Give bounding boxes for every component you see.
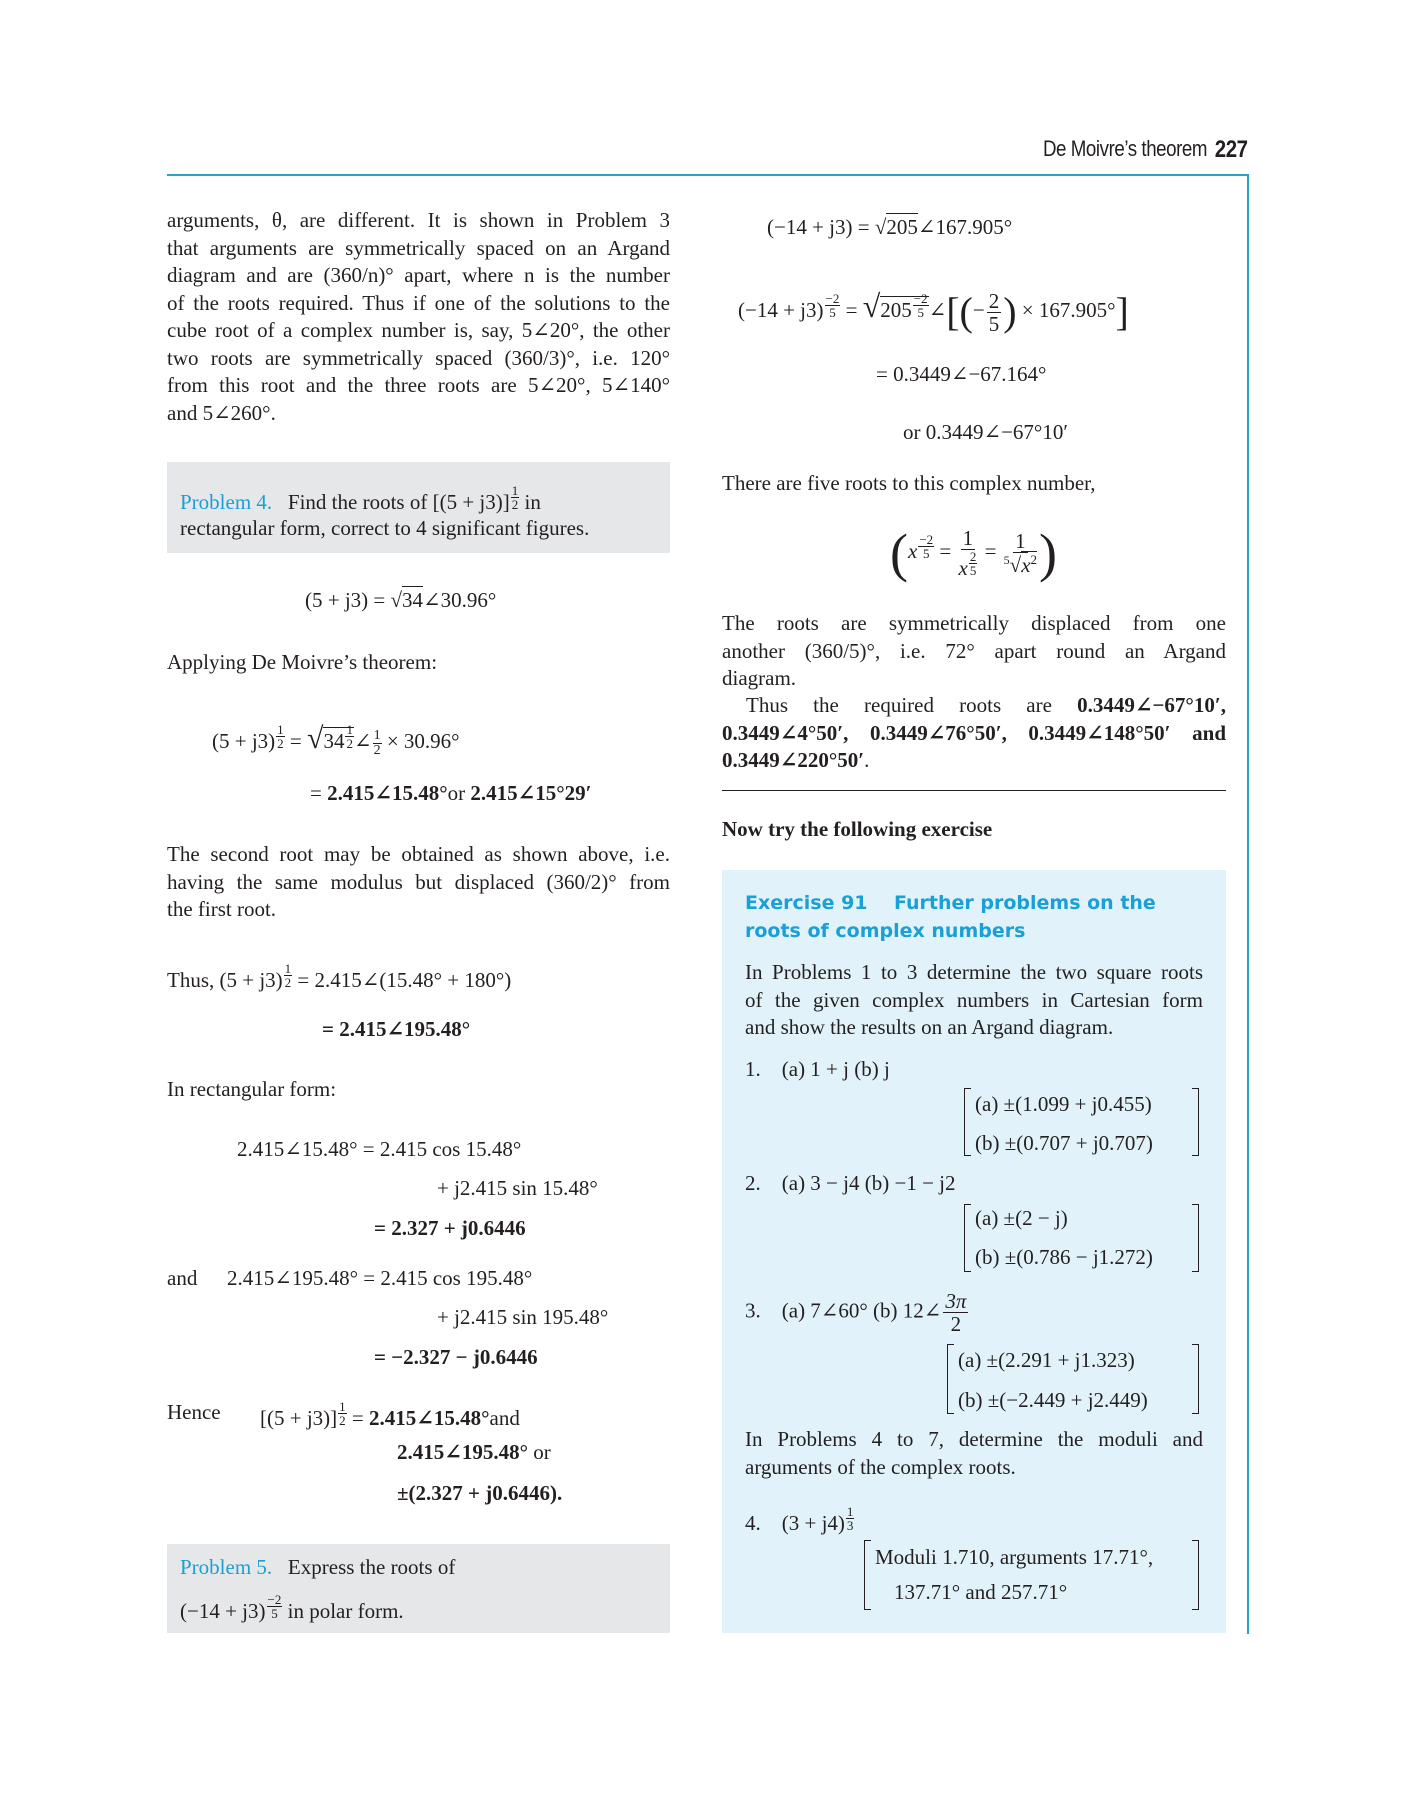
text-line: from this root and the three roots are 5∠20°, 5∠140° xyxy=(167,373,670,397)
rect-eq-1: 2.415∠15.48° = 2.415 cos 15.48° xyxy=(237,1137,522,1161)
text-line: In Problems 4 to 7, determine the moduli and xyxy=(745,1427,1203,1451)
answer-bracket-right xyxy=(1192,1204,1199,1272)
text-line: In Problems 1 to 3 determine the two square roots xyxy=(745,960,1203,984)
answer-bracket-left xyxy=(964,1204,971,1272)
negative-exponent-identity: (x $\frac{-2}{5}$ = 1 x $\frac{2}{5}$ = $\frac{1}{^5√x^2}$ ) xyxy=(890,523,1058,583)
text-line: The roots are symmetrically displaced from one xyxy=(722,611,1226,635)
text-line: arguments, θ, are different. It is shown in Problem 3 xyxy=(167,208,670,232)
text-line: and show the results on an Argand diagram. xyxy=(745,1015,1114,1039)
and-label: and xyxy=(167,1266,198,1290)
equation-de-moivre: (5 + j3) $\frac{1}{2}$ = √34 $\frac{1}{2}$ ∠ $\frac{1}{2}$ × 30.96° xyxy=(212,722,460,758)
text-line: two roots are symmetrically spaced (360/3)°, i.e. 120° xyxy=(167,345,670,370)
answer-bracket-left xyxy=(964,1088,971,1156)
equation-first-root: = 2.415∠15.48°or 2.415∠15°29′ xyxy=(310,781,592,805)
page-number: 227 xyxy=(1215,136,1248,163)
applying-text: Applying De Moivre’s theorem: xyxy=(167,650,438,674)
answer-4a: Moduli 1.710, arguments 17.71°, xyxy=(875,1545,1154,1569)
text-line: diagram and are (360/n)° apart, where n is the number xyxy=(167,263,670,287)
text-line: arguments of the complex roots. xyxy=(745,1454,1016,1479)
problem-5-line1: Problem 5. Express the roots of xyxy=(180,1555,456,1579)
exercise-item-1: 1. (a) 1 + j (b) j xyxy=(745,1057,890,1081)
problem-5-label: Problem 5. xyxy=(180,1555,273,1579)
rect-eq-2b: + j2.415 sin 195.48° xyxy=(437,1305,609,1329)
hence-eq-3: ±(2.327 + j0.6446). xyxy=(397,1481,563,1505)
answer-bracket-left xyxy=(864,1540,871,1610)
text-line: Thus the required roots are 0.3449∠−67°10′, xyxy=(746,693,1226,717)
text-line: cube root of a complex number is, say, 5∠20°, the other xyxy=(167,318,670,342)
intro-paragraph xyxy=(167,207,670,427)
text-line: another (360/5)°, i.e. 72° apart round an Argand xyxy=(722,638,1226,663)
required-roots-paragraph xyxy=(722,692,1226,775)
right-eq-4: or 0.3449∠−67°10′ xyxy=(903,420,1068,444)
rect-eq-2: 2.415∠195.48° = 2.415 cos 195.48° xyxy=(227,1266,533,1290)
exercise-title-line2: roots of complex numbers xyxy=(745,920,1026,942)
answer-1b: (b) ±(0.707 + j0.707) xyxy=(975,1131,1153,1155)
header-rule xyxy=(167,174,1249,176)
hence-label: Hence xyxy=(167,1400,221,1424)
answer-bracket-right xyxy=(1192,1088,1199,1156)
text-line: diagram. xyxy=(722,666,797,690)
exercise-item-4: 4. (3 + j4) $\frac{1}{3}$ xyxy=(745,1504,854,1535)
text-line: 0.3449∠4°50′, 0.3449∠76°50′, 0.3449∠148°50′ and xyxy=(722,720,1226,745)
symmetric-paragraph xyxy=(722,610,1226,693)
right-eq-3: = 0.3449∠−67.164° xyxy=(876,362,1047,386)
text-line: that arguments are symmetrically spaced on an Argand xyxy=(167,235,670,260)
right-margin-rule xyxy=(1247,174,1249,1634)
answer-bracket-right xyxy=(1192,1344,1199,1414)
rect-eq-1b: + j2.415 sin 15.48° xyxy=(437,1176,598,1200)
rectangular-label: In rectangular form: xyxy=(167,1077,337,1101)
hence-eq: [(5 + j3)] $\frac{1}{2}$ = 2.415∠15.48°and xyxy=(260,1399,520,1430)
now-try-heading: Now try the following exercise xyxy=(722,817,993,841)
answer-bracket-left xyxy=(947,1344,954,1414)
problem-4-label: Problem 4. xyxy=(180,490,273,514)
exercise-item-2: 2. (a) 3 − j4 (b) −1 − j2 xyxy=(745,1171,956,1195)
text-line: The second root may be obtained as shown above, i.e. xyxy=(167,842,670,866)
right-eq-1: (−14 + j3) = √205∠167.905° xyxy=(767,215,1013,239)
problem-4-line1 xyxy=(180,484,541,514)
problem-4-line2: rectangular form, correct to 4 significant figures. xyxy=(180,516,590,540)
exercise-intro-2 xyxy=(745,1426,1203,1481)
equation-second-root: Thus, (5 + j3) $\frac{1}{2}$ = 2.415∠(15.48° + 180°) xyxy=(167,961,512,992)
answer-3a: (a) ±(2.291 + j1.323) xyxy=(958,1348,1135,1372)
right-eq-2: (−14 + j3) $\frac{-2}{5}$ = √205 $\frac{-2}{5}$ ∠[(− $\frac{2}{5}$ ) × 167.905°] xyxy=(738,288,1129,336)
rect-eq-1-result: = 2.327 + j0.6446 xyxy=(374,1216,526,1240)
section-divider xyxy=(722,790,1226,791)
text-line: 0.3449∠220°50′. xyxy=(722,748,870,772)
problem-5-line2: (−14 + j3) $\frac{-2}{5}$ in polar form. xyxy=(180,1592,404,1623)
exponent-fraction: $\frac{1}{2}$ xyxy=(511,483,519,512)
rect-eq-2-result: = −2.327 − j0.6446 xyxy=(374,1345,538,1369)
second-root-result: = 2.415∠195.48° xyxy=(322,1017,471,1041)
exercise-title-line1: Exercise 91 Further problems on the xyxy=(745,892,1156,914)
hence-eq-2: 2.415∠195.48° or xyxy=(397,1440,551,1464)
five-roots-text: There are five roots to this complex number, xyxy=(722,471,1096,495)
text-line: of the given complex numbers in Cartesian form xyxy=(745,987,1203,1012)
answer-4b: 137.71° and 257.71° xyxy=(894,1580,1068,1604)
answer-1a: (a) ±(1.099 + j0.455) xyxy=(975,1092,1152,1116)
equation-polar-form: (5 + j3) = √34∠30.96° xyxy=(305,588,497,612)
text-line: of the roots required. Thus if one of the solutions to the xyxy=(167,290,670,315)
answer-2b: (b) ±(0.786 − j1.272) xyxy=(975,1245,1153,1269)
running-title: De Moivre’s theorem xyxy=(1042,136,1207,161)
second-root-paragraph xyxy=(167,841,670,924)
answer-bracket-right xyxy=(1192,1540,1199,1610)
text-line: and 5∠260°. xyxy=(167,400,276,425)
exercise-item-3: 3. (a) 7∠60° (b) 12∠ $\frac{3\pi}{2}$ xyxy=(745,1289,967,1337)
problem-4-text-end: in xyxy=(519,490,541,514)
problem-4-text: Find the roots of [(5 + j3)] xyxy=(287,490,510,514)
answer-2a: (a) ±(2 − j) xyxy=(975,1206,1068,1230)
text-line: having the same modulus but displaced (360/2)° from xyxy=(167,869,670,894)
exercise-intro xyxy=(745,959,1203,1042)
text-line: the first root. xyxy=(167,897,277,921)
answer-3b: (b) ±(−2.449 + j2.449) xyxy=(958,1388,1148,1412)
